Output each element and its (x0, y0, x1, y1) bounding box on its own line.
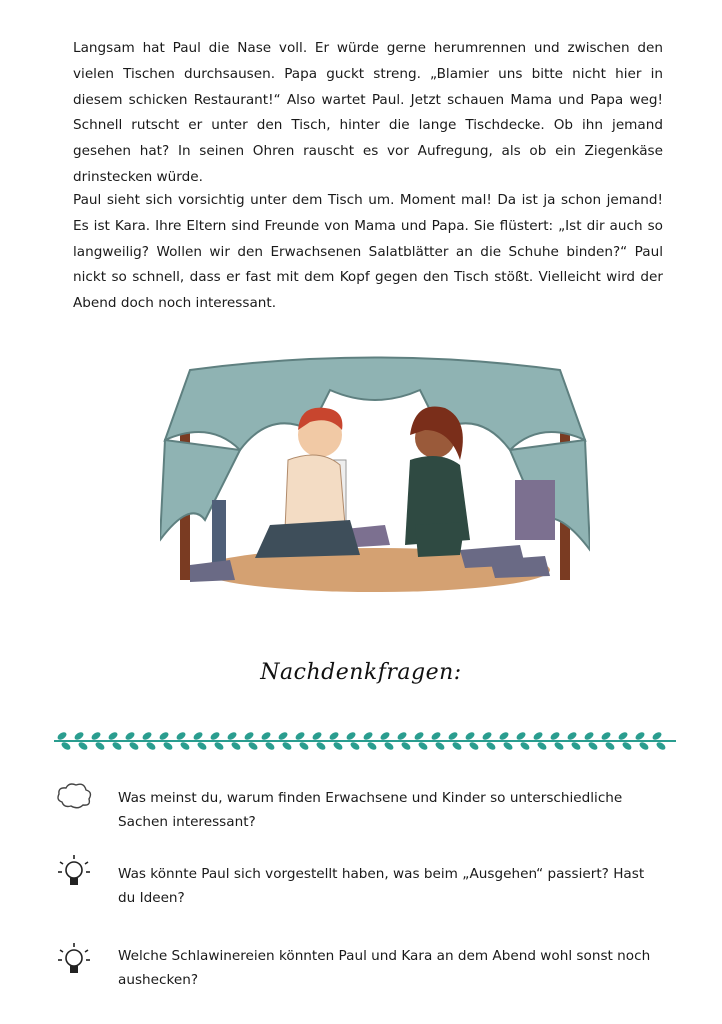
vine-leaf (617, 731, 629, 742)
vine-leaf (192, 731, 204, 742)
story-paragraph-2: Paul sieht sich vorsichtig unter dem Tisch um. Moment mal! Da ist ja schon jemand! Es ist Kara. Ihre Eltern sind Freunde von Mama und Papa. Sie flüstert: „Ist dir auch so langweilig? Wollen wir den Erwachsenen Salatblätter an die Schuhe binden?“ Paul nickt so schnell, dass er fast mit dem Kopf gegen den Tisch stößt. Vielleicht wird der Abend doch noch interessant. (73, 192, 663, 312)
vine-leaf (468, 741, 480, 752)
vine-leaf (260, 731, 272, 742)
vine-leaf (481, 731, 493, 742)
vine-leaf (451, 741, 463, 752)
vine-leaf (56, 731, 68, 742)
vine-leaf (345, 731, 357, 742)
under-table-illustration (160, 350, 590, 595)
vine-leaf (124, 731, 136, 742)
vine-leaf (213, 741, 225, 752)
vine-leaf (383, 741, 395, 752)
vine-leaf (175, 731, 187, 742)
story-paragraph-1: Langsam hat Paul die Nase voll. Er würde gerne herumrennen und zwischen den vielen Tischen durchsausen. Papa guckt streng. „Blamier uns bitte nicht hier in diesem schicken Restaurant!“ Also wartet Paul. Jetzt schauen Mama und Papa weg! Schnell rutscht er unter den Tisch, hinter die lange Tischdecke. Ob ihn jemand gesehen hat? In seinen Ohren rauscht es vor Aufregung, als ob ein Ziegenkäse drinstecken würde. (73, 40, 663, 185)
vine-leaf (634, 731, 646, 742)
vine-leaf (277, 731, 289, 742)
question-3: Welche Schlawinereien könnten Paul und Kara an dem Abend wohl sonst noch aushecken? (118, 948, 651, 988)
vine-leaf (536, 741, 548, 752)
vine-leaf (366, 741, 378, 752)
vine-leaf (60, 741, 72, 752)
section-title: Nachdenkfragen: (260, 660, 462, 685)
vine-leaf (226, 731, 238, 742)
vine-leaf (396, 731, 408, 742)
vine-leaf (243, 731, 255, 742)
vine-leaf (209, 731, 221, 742)
vine-leaf (362, 731, 374, 742)
vine-leaf (519, 741, 531, 752)
lightbulb-icon (54, 940, 94, 980)
vine-leaf (413, 731, 425, 742)
thought-bubble-icon (54, 778, 94, 818)
vine-leaf (179, 741, 191, 752)
vine-leaf (315, 741, 327, 752)
vine-leaf (94, 741, 106, 752)
vine-divider (54, 726, 676, 756)
vine-leaf (655, 741, 667, 752)
vine-leaf (298, 741, 310, 752)
vine-leaf (532, 731, 544, 742)
vine-leaf (570, 741, 582, 752)
vine-leaf (515, 731, 527, 742)
vine-leaf (553, 741, 565, 752)
question-2: Was könnte Paul sich vorgestellt haben, was beim „Ausgehen“ passiert? Hast du Ideen? (118, 866, 645, 906)
vine-leaf (379, 731, 391, 742)
vine-leaf (502, 741, 514, 752)
vine-leaf (158, 731, 170, 742)
vine-leaf (73, 731, 85, 742)
vine-leaf (434, 741, 446, 752)
vine-leaf (247, 741, 259, 752)
vine-leaf (328, 731, 340, 742)
vine-leaf (128, 741, 140, 752)
vine-leaf (549, 731, 561, 742)
vine-leaf (111, 741, 123, 752)
vine-leaf (107, 731, 119, 742)
vine-leaf (600, 731, 612, 742)
vine-leaf (485, 741, 497, 752)
vine-leaf (196, 741, 208, 752)
vine-leaf (162, 741, 174, 752)
vine-leaf (332, 741, 344, 752)
vine-leaf (400, 741, 412, 752)
vine-leaf (311, 731, 323, 742)
vine-leaf (566, 731, 578, 742)
vine-leaf (349, 741, 361, 752)
vine-leaf (587, 741, 599, 752)
vine-leaf (621, 741, 633, 752)
vine-leaf (430, 731, 442, 742)
vine-leaf (638, 741, 650, 752)
vine-leaf (417, 741, 429, 752)
vine-leaf (464, 731, 476, 742)
vine-leaf (264, 741, 276, 752)
vine-leaf (90, 731, 102, 742)
vine-leaf (604, 741, 616, 752)
lightbulb-icon (54, 852, 94, 892)
question-1: Was meinst du, warum finden Erwachsene und Kinder so unterschiedliche Sachen interessant? (118, 790, 623, 830)
vine-leaf (77, 741, 89, 752)
vine-leaf (281, 741, 293, 752)
vine-leaf (583, 731, 595, 742)
vine-leaf (141, 731, 153, 742)
vine-leaf (145, 741, 157, 752)
vine-leaf (447, 731, 459, 742)
vine-leaf (498, 731, 510, 742)
vine-leaf (294, 731, 306, 742)
vine-leaf (230, 741, 242, 752)
vine-leaf (651, 731, 663, 742)
